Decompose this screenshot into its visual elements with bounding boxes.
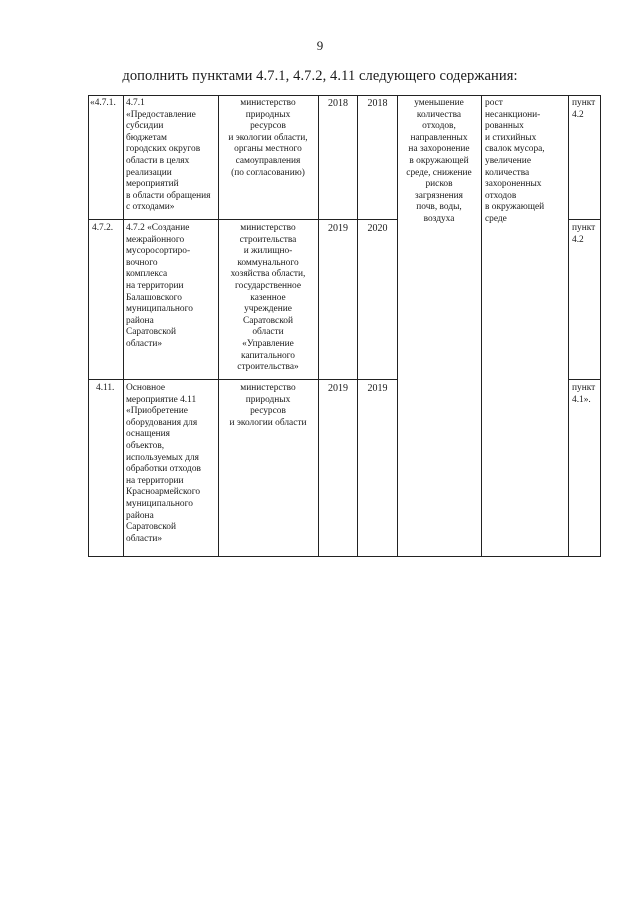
- executor: министерство строительства и жилищно- коммунального хозяйства области, государственное казенное учреждение Саратовской области «Управление капитального строительства»: [230, 223, 306, 373]
- row-divider: [88, 379, 397, 380]
- page-number: 9: [316, 38, 324, 53]
- row-number: «4.7.1.: [90, 98, 116, 108]
- col-divider: [318, 95, 319, 557]
- executor: министерство природных ресурсов и экологии области, органы местного самоуправления (по согласованию): [228, 98, 308, 178]
- program-link: пункт 4.2: [572, 98, 596, 120]
- measure-name: 4.7.2 «Создание межрайонного мусоросортиро- вочного комплекса на территории Балашовского муниципального района Саратовской области»: [126, 223, 193, 349]
- col-divider: [357, 95, 358, 557]
- col-divider: [123, 95, 124, 557]
- row-divider: [568, 379, 601, 380]
- measures-table: [88, 95, 601, 557]
- col-divider: [481, 95, 482, 557]
- end-year: 2020: [367, 223, 388, 234]
- program-link: пункт 4.1».: [572, 383, 596, 405]
- table-border-left: [88, 95, 89, 557]
- end-year: 2019: [367, 383, 388, 394]
- table-border-right: [600, 95, 601, 557]
- measure-name: 4.7.1 «Предоставление субсидии бюджетам городских округов области в целях реализации мероприятий в области обращения с отходами»: [126, 98, 211, 213]
- page-heading: дополнить пунктами 4.7.1, 4.7.2, 4.11 следующего содержания:: [122, 68, 518, 84]
- program-link: пункт 4.2: [572, 223, 596, 245]
- row-number: 4.7.2.: [92, 223, 114, 233]
- row-divider: [568, 219, 601, 220]
- col-divider: [218, 95, 219, 557]
- row-number: 4.11.: [96, 383, 115, 393]
- table-border-top: [88, 95, 601, 96]
- target-indicator: рост несанкциони- рованных и стихийных свалок мусора, увеличение количества захороненных отходов в окружающей среде: [485, 98, 545, 224]
- col-divider: [568, 95, 569, 557]
- table-border-bottom: [88, 556, 601, 557]
- start-year: 2019: [328, 383, 348, 394]
- end-year: 2018: [367, 98, 388, 109]
- start-year: 2019: [328, 223, 348, 234]
- measure-name: Основное мероприятие 4.11 «Приобретение оборудования для оснащения объектов, используемых для обработки отходов на территории Красноармейского муниципального района Саратовской области»: [126, 383, 201, 544]
- row-divider: [88, 219, 397, 220]
- start-year: 2018: [328, 98, 348, 109]
- expected-result: уменьшение количества отходов, направленных на захоронение в окружающей среде, снижение рисков загрязнения почв, воды, воздуха: [406, 98, 472, 224]
- executor: министерство природных ресурсов и экологии области: [229, 383, 307, 428]
